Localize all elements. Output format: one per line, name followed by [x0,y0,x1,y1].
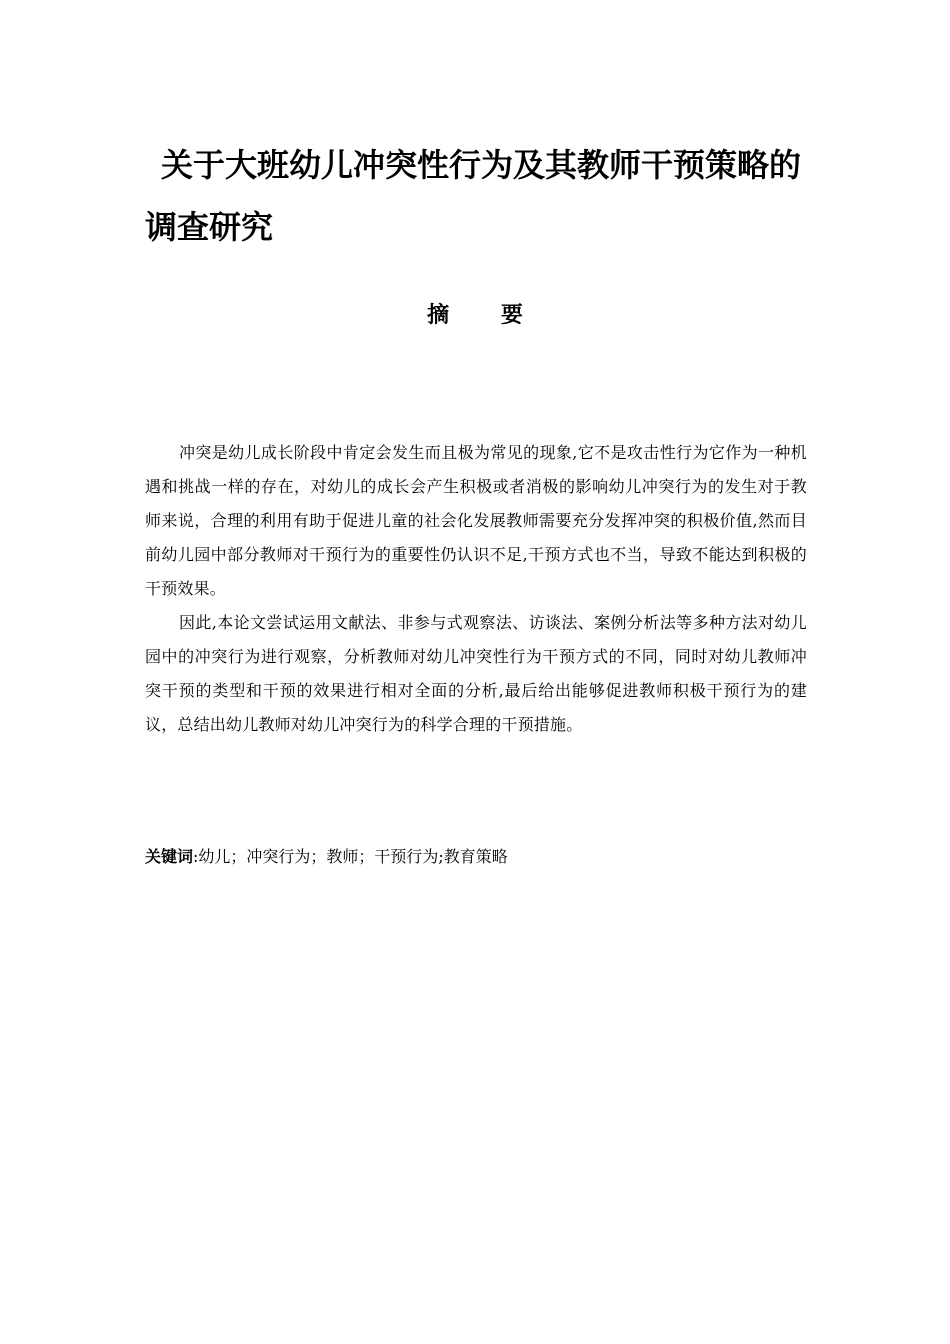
keywords-label: 关键词 [145,847,194,866]
abstract-heading: 摘 要 [427,303,545,328]
abstract-paragraph: 冲突是幼儿成长阶段中肯定会发生而且极为常见的现象,它不是攻击性行为它作为一种机遇和挑战一样的存在，对幼儿的成长会产生积极或者消极的影响幼儿冲突行为的发生对于教师来说，合理的利用有助于促进儿童的社会化发展教师需要充分发挥冲突的积极价值,然而目前幼儿园中部分教师对干预行为的重要性仍认识不足,干预方式也不当，导致不能达到积极的干预效果。 [145,443,807,598]
keywords-separator: : [193,847,199,866]
keywords-text: 幼儿；冲突行为；教师；干预行为;教育策略 [198,847,508,866]
document-title: 关于大班幼儿冲突性行为及其教师干预策略的调查研究 [145,146,802,246]
keywords-line [145,840,807,874]
abstract-paragraph: 因此,本论文尝试运用文献法、非参与式观察法、访谈法、案例分析法等多种方法对幼儿园中的冲突行为进行观察，分析教师对幼儿冲突性行为干预方式的不同，同时对幼儿教师冲突干预的类型和干预的效果进行相对全面的分析,最后给出能够促进教师积极干预行为的建议，总结出幼儿教师对幼儿冲突行为的科学合理的干预措施。 [145,613,807,734]
abstract-body [145,436,807,742]
